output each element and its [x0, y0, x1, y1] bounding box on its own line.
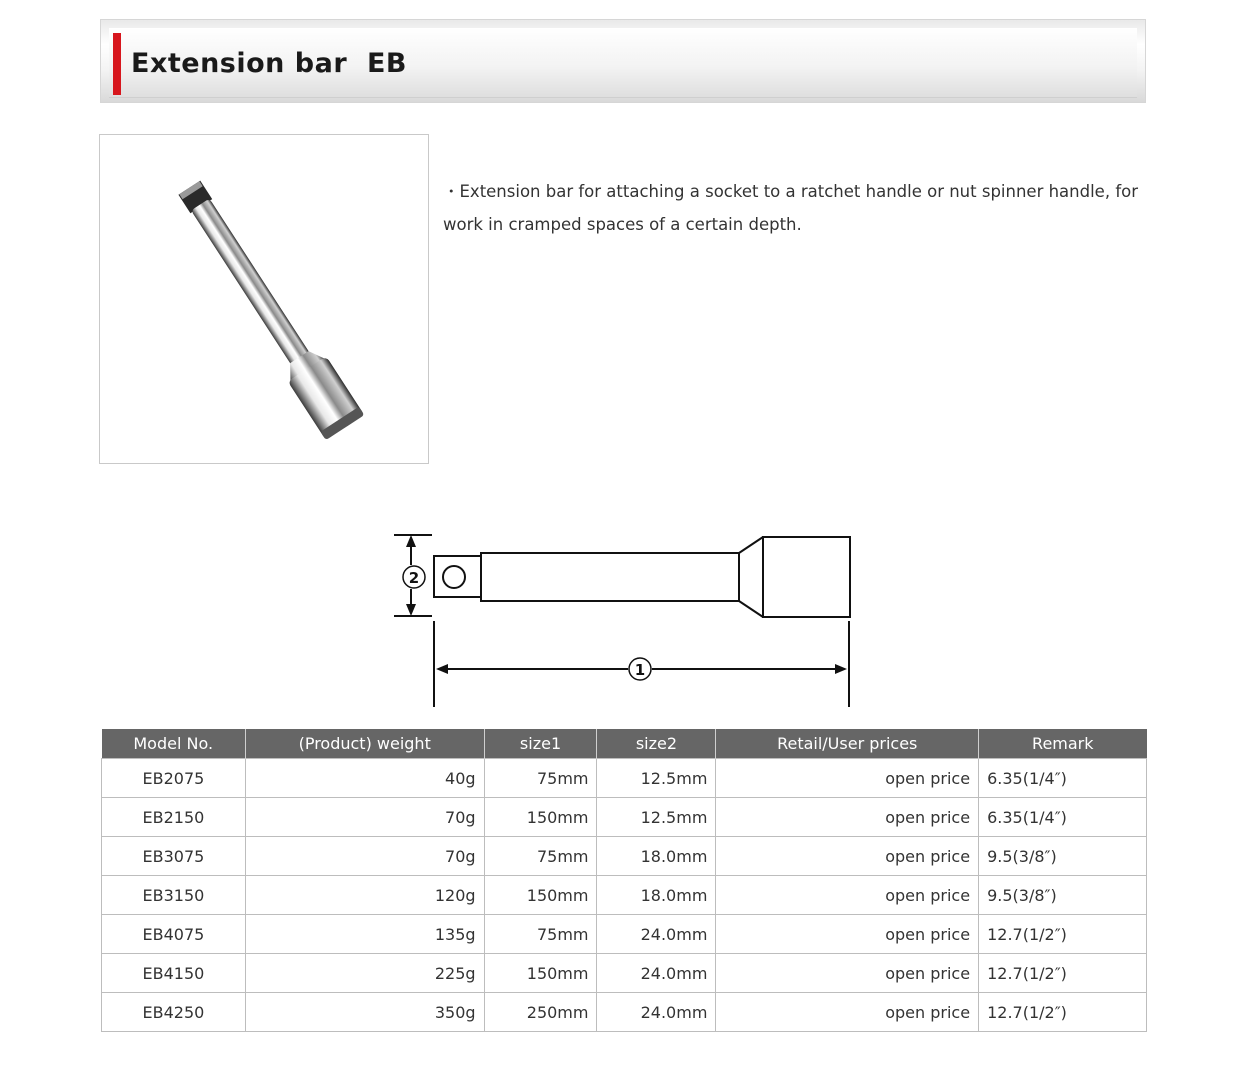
price-cell: open price: [716, 954, 979, 993]
model-cell: EB4075: [102, 915, 246, 954]
size2-cell: 12.5mm: [597, 759, 716, 798]
price-cell: open price: [716, 993, 979, 1032]
column-header: (Product) weight: [245, 729, 484, 759]
extension-bar-photo-icon: [100, 135, 428, 463]
model-cell: EB2150: [102, 798, 246, 837]
weight-cell: 120g: [245, 876, 484, 915]
size1-cell: 75mm: [484, 759, 597, 798]
weight-cell: 70g: [245, 837, 484, 876]
table-row: [102, 837, 1147, 876]
table-row: [102, 759, 1147, 798]
size1-cell: 150mm: [484, 876, 597, 915]
price-cell: open price: [716, 837, 979, 876]
model-cell: EB4150: [102, 954, 246, 993]
length-label: 1: [634, 661, 646, 679]
remark-cell: 6.35(1/4″): [979, 759, 1147, 798]
size1-cell: 75mm: [484, 837, 597, 876]
remark-cell: 6.35(1/4″): [979, 798, 1147, 837]
weight-cell: 225g: [245, 954, 484, 993]
price-cell: open price: [716, 876, 979, 915]
size2-cell: 24.0mm: [597, 915, 716, 954]
extension-bar-dimension-icon: [380, 525, 860, 715]
weight-cell: 135g: [245, 915, 484, 954]
size1-cell: 150mm: [484, 798, 597, 837]
remark-cell: 9.5(3/8″): [979, 876, 1147, 915]
size1-cell: 250mm: [484, 993, 597, 1032]
weight-cell: 70g: [245, 798, 484, 837]
price-cell: open price: [716, 915, 979, 954]
product-description: ・Extension bar for attaching a socket to a ratchet handle or nut spinner handle, for work in cramped spaces of a certain depth.: [443, 182, 1139, 234]
product-photo: [99, 134, 429, 464]
size1-cell: 150mm: [484, 954, 597, 993]
remark-cell: 9.5(3/8″): [979, 837, 1147, 876]
table-row: [102, 798, 1147, 837]
table-header-row: [102, 729, 1147, 759]
column-header: size2: [597, 729, 716, 759]
column-header: size1: [484, 729, 597, 759]
spec-table: [101, 729, 1147, 1032]
table-row: [102, 954, 1147, 993]
table-row: [102, 915, 1147, 954]
weight-cell: 40g: [245, 759, 484, 798]
table-row: [102, 876, 1147, 915]
title-accent-bar: [113, 33, 121, 95]
model-cell: EB3150: [102, 876, 246, 915]
model-cell: EB2075: [102, 759, 246, 798]
remark-cell: 12.7(1/2″): [979, 993, 1147, 1032]
dimension-diagram: [380, 525, 860, 719]
width-label: 2: [408, 569, 420, 587]
weight-cell: 350g: [245, 993, 484, 1032]
price-cell: open price: [716, 798, 979, 837]
table-row: [102, 993, 1147, 1032]
model-cell: EB4250: [102, 993, 246, 1032]
model-cell: EB3075: [102, 837, 246, 876]
size2-cell: 18.0mm: [597, 837, 716, 876]
remark-cell: 12.7(1/2″): [979, 954, 1147, 993]
page-title: Extension bar EB: [131, 48, 407, 79]
size2-cell: 24.0mm: [597, 993, 716, 1032]
column-header: Remark: [979, 729, 1147, 759]
price-cell: open price: [716, 759, 979, 798]
column-header: Retail/User prices: [716, 729, 979, 759]
size1-cell: 75mm: [484, 915, 597, 954]
remark-cell: 12.7(1/2″): [979, 915, 1147, 954]
column-header: Model No.: [102, 729, 246, 759]
size2-cell: 12.5mm: [597, 798, 716, 837]
size2-cell: 24.0mm: [597, 954, 716, 993]
size2-cell: 18.0mm: [597, 876, 716, 915]
